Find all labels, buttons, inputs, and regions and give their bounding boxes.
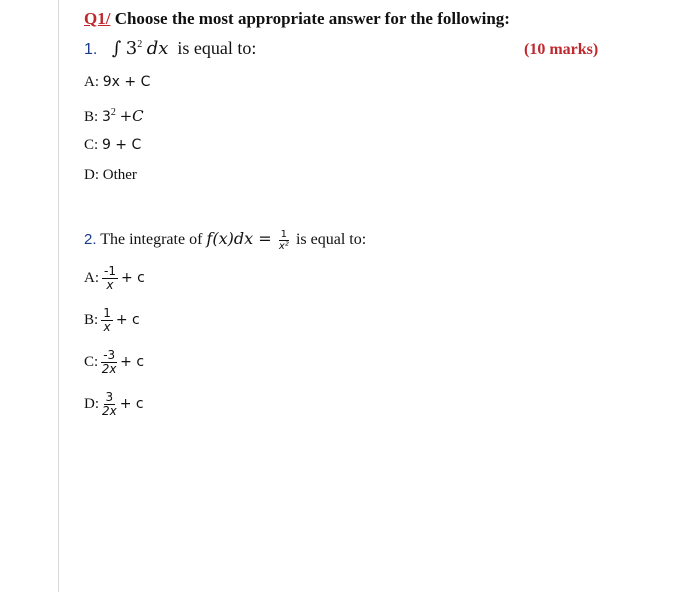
- q1-option-b-exp: 2: [110, 107, 116, 118]
- question-1-number: 1.: [84, 41, 98, 58]
- q2-option-a-rest: + c: [120, 269, 145, 286]
- question-1-stem: [84, 38, 256, 59]
- q1-option-b-base: 3: [101, 109, 111, 125]
- integral-base: 3: [125, 38, 138, 59]
- question-2-tail: is equal to:: [295, 231, 367, 249]
- q2-option-c: [84, 349, 144, 376]
- question-1-tail: is equal to:: [177, 38, 257, 58]
- question-heading: [84, 9, 510, 29]
- q2-option-d-fraction: [102, 391, 117, 418]
- q2-option-c-label: C:: [84, 353, 99, 370]
- q1-option-a-label: A:: [84, 74, 99, 90]
- q2-option-c-fraction: [101, 349, 117, 376]
- q1-option-a-value: 9x + C: [102, 74, 151, 90]
- q2-option-b-numerator: 1: [103, 306, 111, 320]
- question-2-number: 2.: [84, 231, 97, 249]
- question-2-fraction: [279, 229, 289, 252]
- integral-exponent: 2: [137, 39, 143, 50]
- q1-option-d: [84, 167, 137, 184]
- q2-option-d-rest: + c: [119, 395, 144, 412]
- q2-option-a: [84, 265, 145, 292]
- q1-option-a: [84, 74, 150, 91]
- q2-option-a-label: A:: [84, 269, 99, 286]
- q2-option-a-denominator: x: [106, 278, 114, 292]
- q2-option-d-label: D:: [84, 395, 99, 412]
- q2-option-b-label: B:: [84, 311, 99, 328]
- q2-option-c-rest: + c: [120, 353, 145, 370]
- question-2-fraction-denominator: x²: [278, 241, 289, 252]
- q2-option-d-numerator: 3: [105, 390, 114, 404]
- q2-option-b: [84, 307, 140, 334]
- question-2-function: f(x)dx =: [206, 229, 272, 249]
- q2-option-d-denominator: 2x: [102, 404, 117, 418]
- q2-option-c-denominator: 2x: [101, 362, 117, 376]
- q1-option-d-value: Other: [102, 167, 137, 183]
- q1-option-b-label: B:: [84, 109, 99, 125]
- q2-option-b-denominator: x: [103, 320, 111, 334]
- integral-dx: dx: [146, 38, 169, 59]
- integral-symbol: ∫: [111, 38, 122, 59]
- q1-option-c-label: C:: [84, 137, 99, 153]
- q2-option-a-fraction: [102, 265, 118, 292]
- q2-option-c-numerator: -3: [103, 348, 116, 362]
- question-2-fraction-numerator: 1: [280, 229, 287, 240]
- q2-option-a-numerator: -1: [104, 264, 116, 278]
- q2-option-b-rest: + c: [115, 311, 140, 328]
- q2-option-b-fraction: [101, 307, 113, 334]
- q1-option-c-value: 9 + C: [101, 137, 142, 153]
- question-number: Q1/: [84, 9, 111, 28]
- q1-option-b-rest: +C: [119, 107, 144, 125]
- document-page: [58, 0, 700, 592]
- question-instruction: Choose the most appropriate answer for the following:: [110, 9, 510, 28]
- q2-option-d: [84, 391, 144, 418]
- question-2-text: The integrate of: [100, 231, 203, 249]
- marks-label: (10 marks): [524, 41, 599, 58]
- q1-option-c: [84, 137, 141, 154]
- question-2-stem: [84, 229, 366, 252]
- q1-option-b: [84, 107, 144, 126]
- q1-option-d-label: D:: [84, 167, 99, 183]
